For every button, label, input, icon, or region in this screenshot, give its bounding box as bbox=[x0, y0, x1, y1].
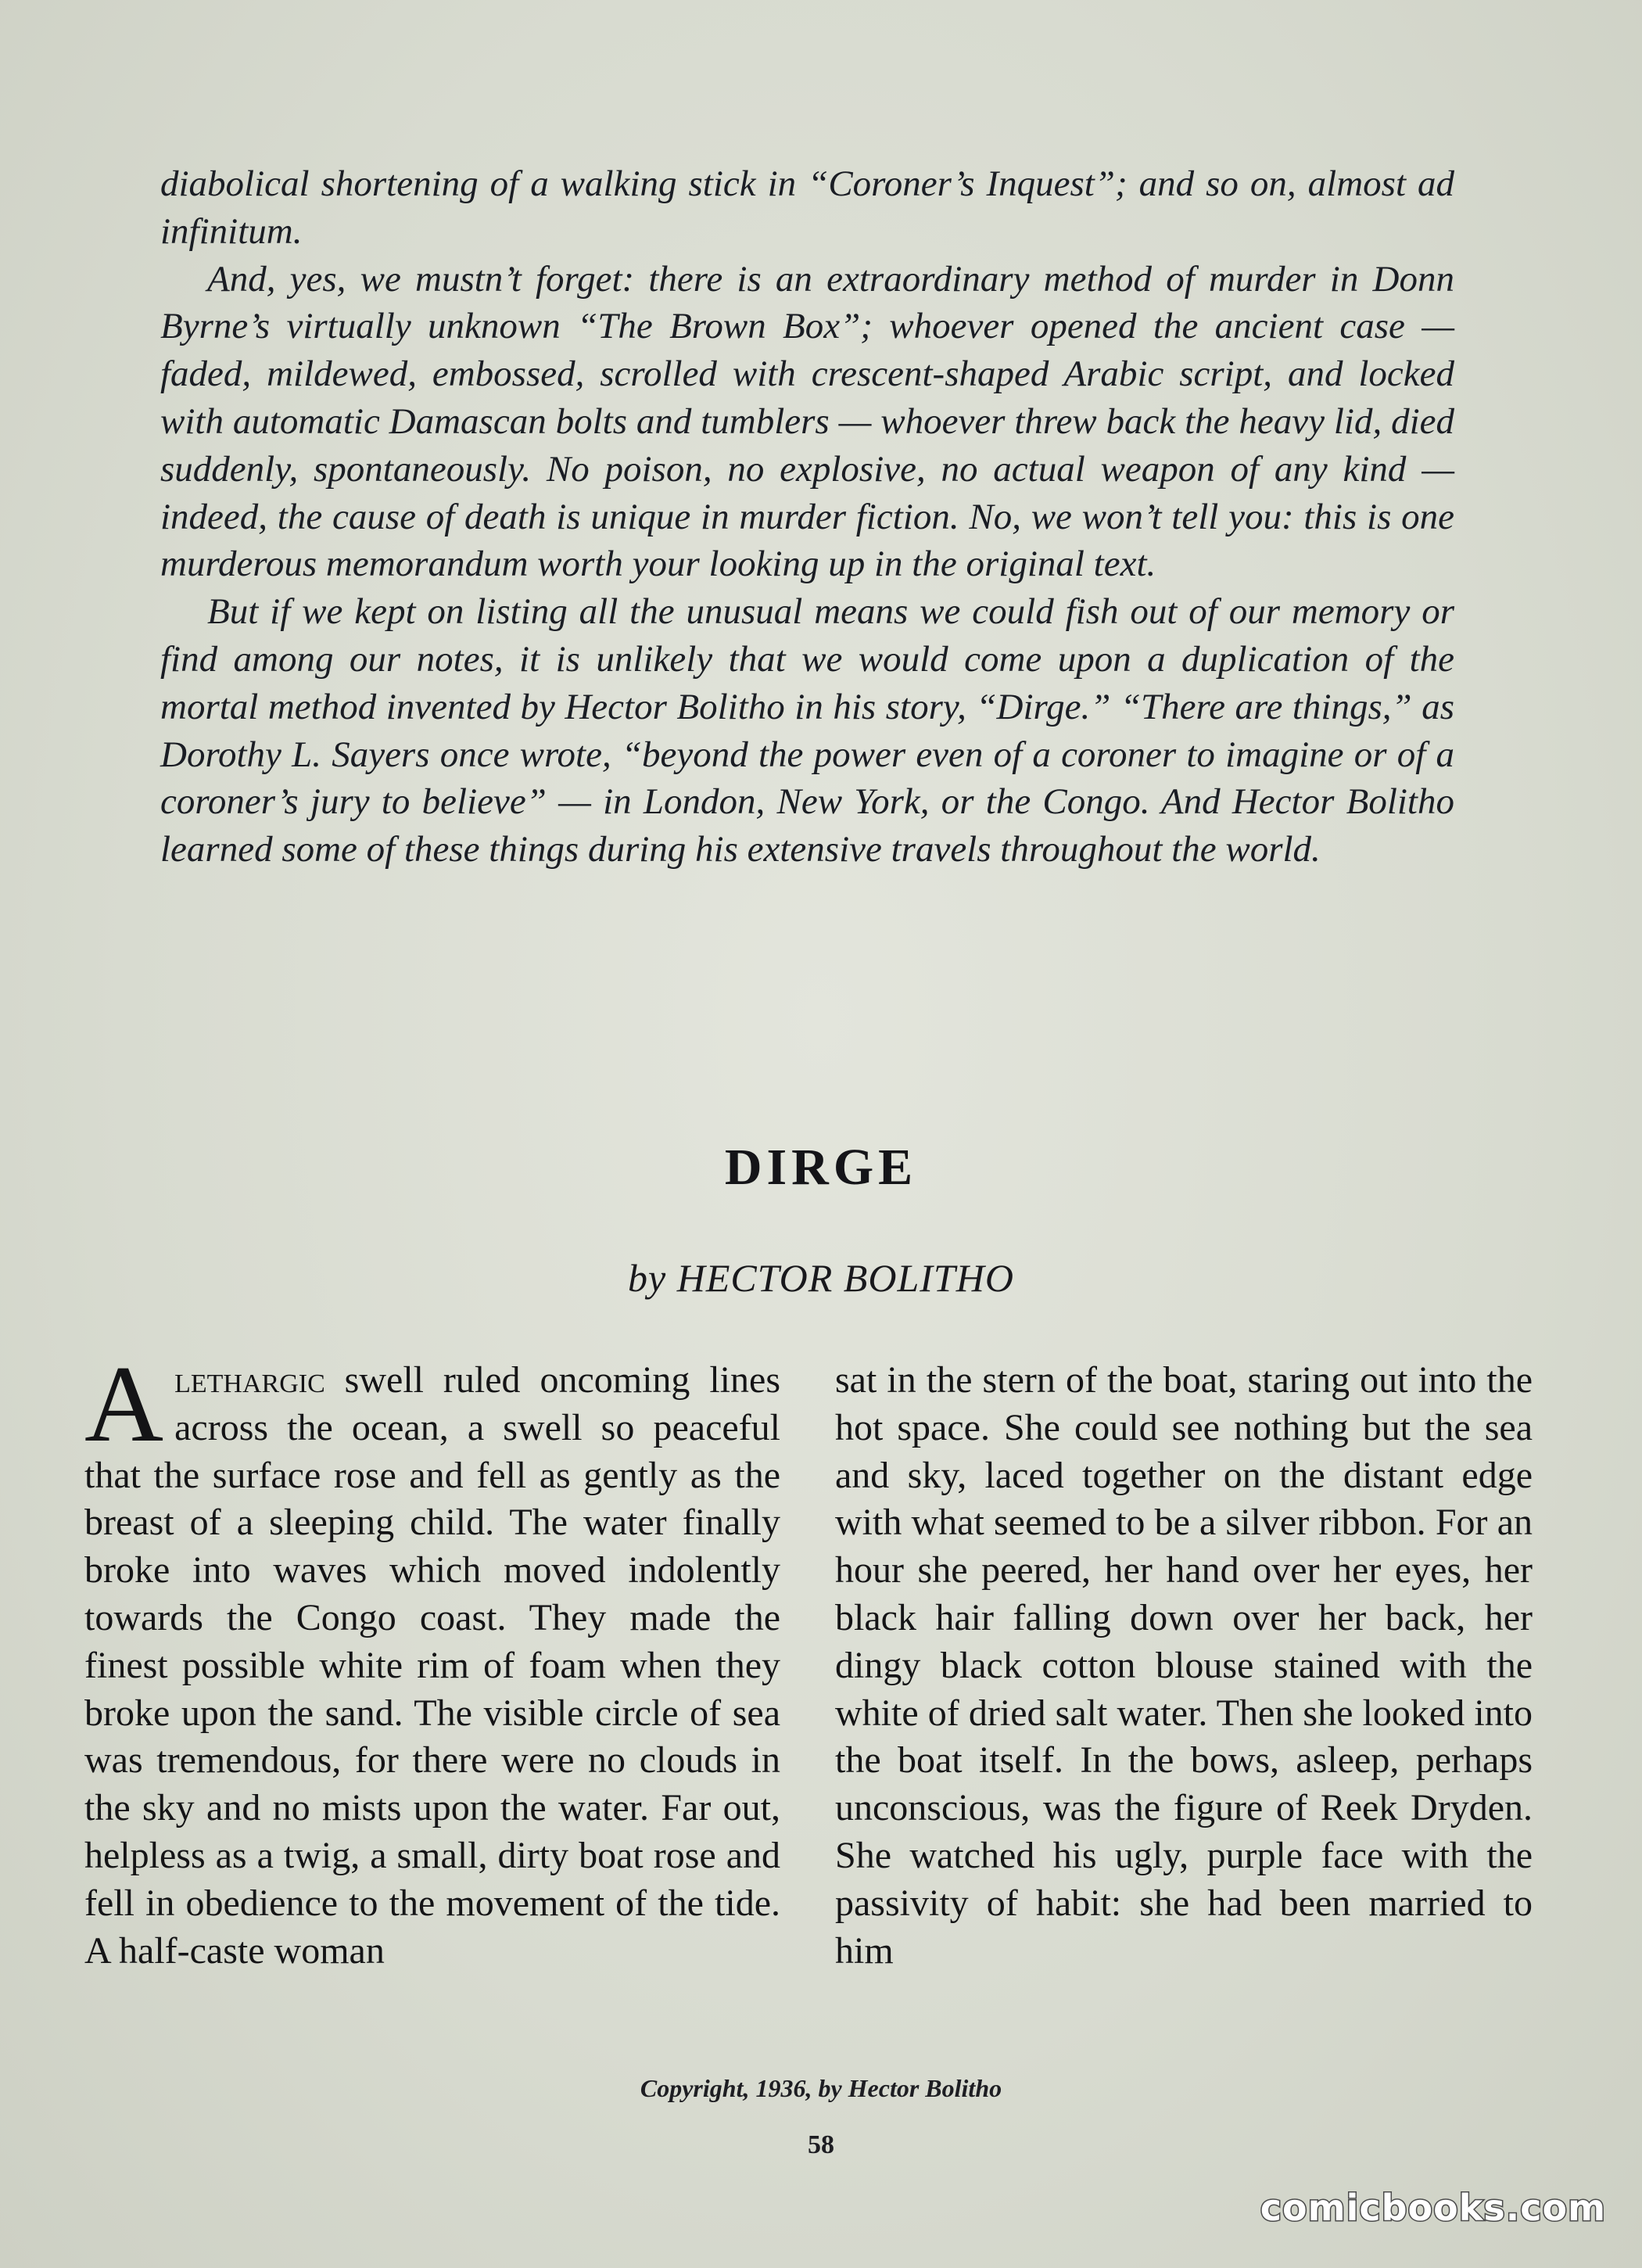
story-title: DIRGE bbox=[724, 1139, 918, 1196]
drop-cap: A bbox=[84, 1344, 164, 1465]
story-opening-paragraph bbox=[84, 1344, 780, 1975]
intro-text bbox=[160, 160, 1454, 874]
watermark: comicbooks.com bbox=[1260, 2187, 1606, 2229]
left-column-text: swell ruled oncoming lines across the ocean, a swell so peaceful that the surface rose and fell as gently as the breast of a sleeping child. The water finally broke into waves which moved indolently towards the Congo coast. They made the finest possible white rim of foam when they broke upon the sand. The visible circle of sea was tremendous, for there were no clouds in the sky and no mists upon the water. Far out, helpless as a twig, a small, dirty boat rose and fell in obedience to the movement of the tide. A half-caste woman bbox=[84, 1359, 780, 1972]
story-column-right bbox=[835, 1357, 1533, 1975]
intro-paragraph-1: diabolical shortening of a walking stick in “Coroner’s Inquest”; and so on, almost ad infinitum. bbox=[160, 163, 1454, 252]
intro-paragraph-2: And, yes, we mustn’t forget: there is an extraordinary method of murder in Donn Byrne’s virtually unknown “The Brown Box”; whoever opened the ancient case — faded, mildewed, embossed, scrolled with crescent-shaped Arabic script, and locked with automatic Damascan bolts and tumblers — whoever threw back the heavy lid, died suddenly, spontaneously. No poison, no explosive, no actual weapon of any kind — indeed, the cause of death is unique in murder fiction. No, we won’t tell you: this is one murderous memorandum worth your looking up in the original text. bbox=[160, 258, 1454, 585]
copyright-line: Copyright, 1936, by Hector Bolitho bbox=[640, 2074, 1002, 2102]
right-column-text: sat in the stern of the boat, staring out into the hot space. She could see nothing but the sea and sky, laced together on the distant edge with what seemed to be a silver ribbon. For an hour she peered, her hand over her eyes, her black hair falling down over her back, her dingy black cotton blouse stained with the white of dried salt water. Then she looked into the boat itself. In the bows, asleep, perhaps unconscious, was the figure of Reek Dryden. She watched his ugly, purple face with the passivity of habit: she had been married to him bbox=[835, 1359, 1533, 1972]
lead-in-words: lethargic bbox=[174, 1359, 325, 1401]
story-column-left bbox=[84, 1344, 780, 1975]
intro-paragraph-3: But if we kept on listing all the unusual means we could fish out of our memory or find among our notes, it is unlikely that we would come upon a duplication of the mortal method invented by Hector Bolitho in his story, “Dirge.” “There are things,” as Dorothy L. Sayers once wrote, “beyond the power even of a coroner to imagine or of a coroner’s jury to believe” — in London, New York, or the Congo. And Hector Bolitho learned some of these things during his extensive travels throughout the world. bbox=[160, 591, 1454, 870]
page-number: 58 bbox=[808, 2130, 834, 2159]
story-byline: by HECTOR BOLITHO bbox=[628, 1256, 1014, 1300]
